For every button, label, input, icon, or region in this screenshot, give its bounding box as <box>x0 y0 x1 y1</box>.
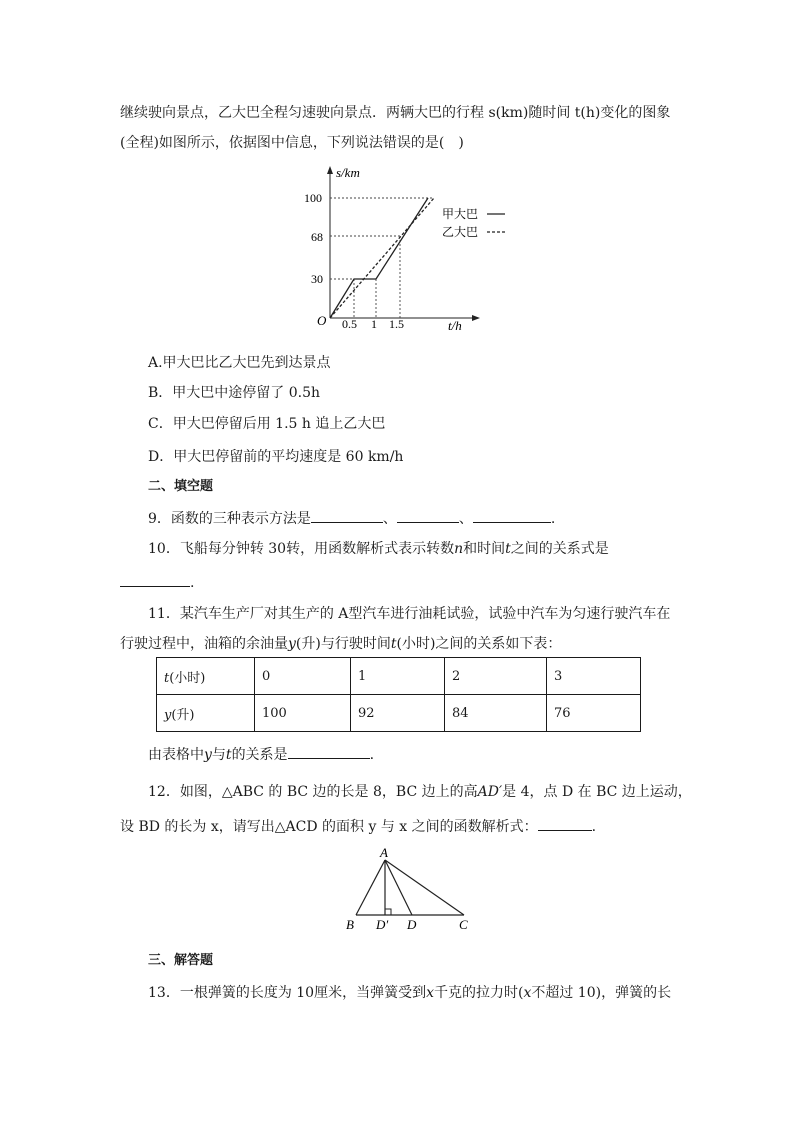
q12-line2-text: 设 BD 的长为 x，请写出△ACD 的面积 y 与 x 之间的函数解析式： <box>120 819 538 835</box>
x-tick-0.5: 0.5 <box>342 317 357 331</box>
q13-text-a: 13．一根弹簧的长度为 10厘米，当弹簧受到 <box>148 985 427 1001</box>
q11-var-t: t <box>390 636 397 652</box>
q12-line2-end: . <box>591 819 597 835</box>
q10-line2 <box>120 571 194 593</box>
q8-stem-line2: (全程)如图所示，依据图中信息，下列说法错误的是( ) <box>120 135 464 151</box>
q9-blank-1[interactable] <box>311 507 383 523</box>
q11-line2-b: (升)与行驶时间 <box>295 636 391 652</box>
right-angle-mark <box>385 909 391 915</box>
table-cell: 76 <box>547 695 641 732</box>
q11-line1: 11．某汽车生产厂对其生产的 A型汽车进行油耗试验，试验中汽车为匀速行驶汽车在 <box>148 606 671 622</box>
y-axis-label: s/km <box>336 165 360 180</box>
q9-end: . <box>550 511 556 527</box>
vertex-d-prime: D′ <box>376 917 389 932</box>
x-axis-label: t/h <box>448 318 462 333</box>
q13-line1 <box>148 983 671 1003</box>
q11-line2-a: 行驶过程中，油箱的余油量 <box>120 636 288 652</box>
q9-sep-2: 、 <box>458 511 473 527</box>
q11-blank[interactable] <box>288 743 370 759</box>
origin-label: O <box>317 313 327 328</box>
q8-option-c: C．甲大巴停留后用 1.5 h 追上乙大巴 <box>148 416 386 432</box>
vertex-b: B <box>346 917 354 932</box>
q10-var-n: n <box>454 541 464 557</box>
q11-after-b: 与 <box>211 747 226 763</box>
q11-table <box>156 657 641 732</box>
y-tick-100: 100 <box>304 191 322 205</box>
q8-stem-line1: 继续驶向景点，乙大巴全程匀速驶向景点．两辆大巴的行程 s(km)随时间 t(h)变化的图象 <box>120 105 671 121</box>
table-cell: 84 <box>445 695 547 732</box>
table-cell: 92 <box>351 695 445 732</box>
q10-blank[interactable] <box>120 571 190 587</box>
q13-text-b: 千克的拉力时( <box>433 985 524 1001</box>
q10-line1 <box>148 539 609 559</box>
q10-text-a: 10．飞船每分钟转 30转，用函数解析式表示转数 <box>148 541 455 557</box>
q9-blank-2[interactable] <box>397 507 459 523</box>
legend-jia: 甲大巴 <box>442 207 479 221</box>
section-fill-in-heading: 二、填空题 <box>148 479 214 494</box>
segment-ad <box>385 860 412 915</box>
q13-var-x: x <box>426 985 434 1001</box>
q12-line1-b: 是 4，点 D 在 BC 边上运动， <box>502 784 692 800</box>
q12-ad-label: AD′ <box>477 784 503 800</box>
table-cell: 0 <box>255 658 351 695</box>
q10-end: . <box>190 575 195 591</box>
triangle-figure <box>340 843 480 933</box>
q11-after-a: 由表格中 <box>148 747 204 763</box>
vertex-d: D <box>407 917 417 932</box>
q11-after-y: y <box>204 747 212 763</box>
q9-sep-1: 、 <box>382 511 397 527</box>
vertex-a: A <box>380 845 388 860</box>
q11-after-t: t <box>225 747 232 763</box>
table-cell: 2 <box>445 658 547 695</box>
side-ac <box>385 860 464 915</box>
q9-text: 9．函数的三种表示方法是 <box>148 511 311 527</box>
side-ab <box>356 860 385 915</box>
table-cell: t(小时) <box>157 658 255 695</box>
legend-yi: 乙大巴 <box>442 225 479 239</box>
q12-blank[interactable] <box>538 815 592 831</box>
q10-text-b: 和时间 <box>463 541 506 557</box>
yi-bus-line <box>330 198 434 318</box>
x-axis-arrow <box>472 315 480 321</box>
q11-var-y: y <box>288 636 296 652</box>
q12-line1 <box>148 782 692 802</box>
section-solve-heading: 三、解答题 <box>148 953 214 968</box>
q11-line2 <box>120 634 561 654</box>
q11-after-c: 的关系是 <box>231 747 288 763</box>
table-cell: y(升) <box>157 695 255 732</box>
table-row <box>157 695 641 732</box>
q11-after-end: . <box>369 747 375 763</box>
q9 <box>148 507 555 529</box>
table-cell: 100 <box>255 695 351 732</box>
q11-line2-c: (小时)之间的关系如下表： <box>396 636 562 652</box>
q8-option-d: D．甲大巴停留前的平均速度是 60 km/h <box>148 449 404 465</box>
x-tick-1: 1 <box>371 317 377 331</box>
travel-graph <box>296 160 516 335</box>
q12-line1-a: 12．如图，△ABC 的 BC 边的长是 8，BC 边上的高 <box>148 784 478 800</box>
q11-after <box>148 743 374 765</box>
q13-text-c: 不超过 10)，弹簧的长 <box>531 985 672 1001</box>
y-tick-30: 30 <box>311 272 323 286</box>
x-tick-1.5: 1.5 <box>389 317 404 331</box>
q8-option-b: B．甲大巴中途停留了 0.5h <box>148 385 321 401</box>
table-row <box>157 658 641 695</box>
vertex-c: C <box>459 917 468 932</box>
q10-text-c: 之间的关系式是 <box>510 541 609 557</box>
jia-bus-line <box>330 198 428 318</box>
q13-var-x2: x <box>523 985 532 1001</box>
table-cell: 1 <box>351 658 445 695</box>
q8-option-a: A.甲大巴比乙大巴先到达景点 <box>148 355 331 371</box>
q10-var-t: t <box>505 541 511 557</box>
y-axis-arrow <box>327 166 333 174</box>
table-cell: 3 <box>547 658 641 695</box>
y-tick-68: 68 <box>311 230 323 244</box>
q9-blank-3[interactable] <box>473 507 551 523</box>
q12-line2 <box>120 815 596 837</box>
